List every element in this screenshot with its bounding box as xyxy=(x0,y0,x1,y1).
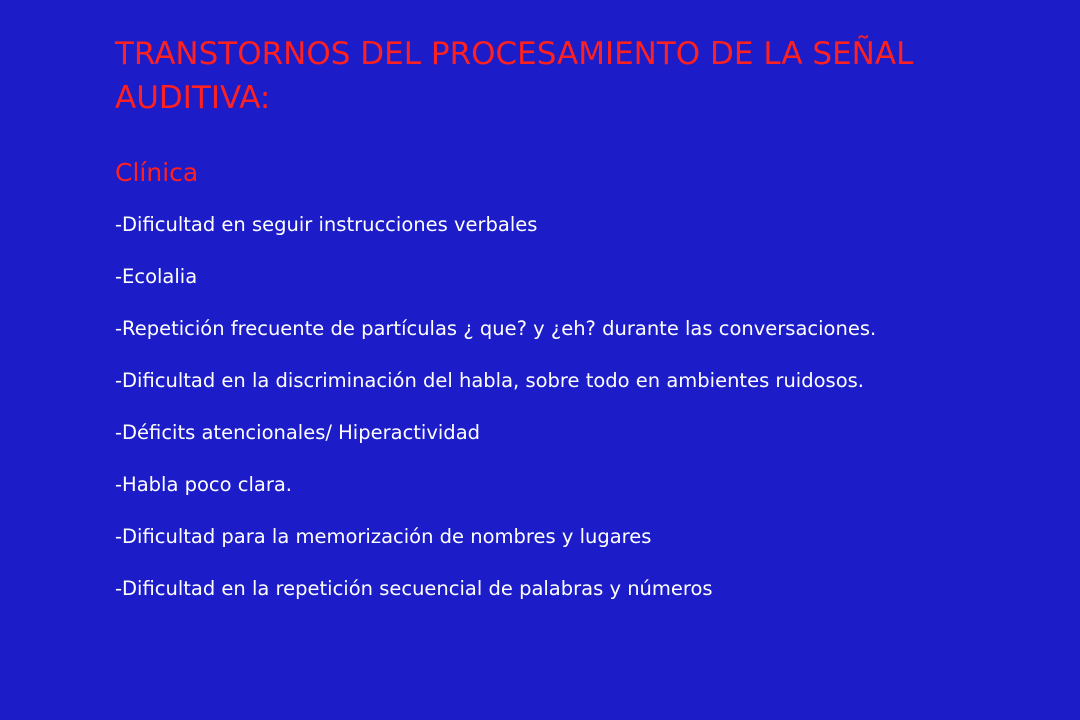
list-item: -Repetición frecuente de partículas ¿ que? y ¿eh? durante las conversaciones. xyxy=(115,317,877,340)
list-item: -Dificultad en la repetición secuencial de palabras y números xyxy=(115,577,713,600)
slide-subtitle: Clínica xyxy=(115,158,199,187)
symptom-list xyxy=(115,214,1015,630)
list-item: -Habla poco clara. xyxy=(115,473,293,496)
list-item: -Ecolalia xyxy=(115,265,198,288)
list-item: -Dificultad para la memorización de nombres y lugares xyxy=(115,525,652,548)
slide-title: TRANSTORNOS DEL PROCESAMIENTO DE LA SEÑAL AUDITIVA: xyxy=(115,36,914,116)
list-item: -Déficits atencionales/ Hiperactividad xyxy=(115,421,481,444)
list-item: -Dificultad en la discriminación del habla, sobre todo en ambientes ruidosos. xyxy=(115,369,864,392)
list-item: -Dificultad en seguir instrucciones verbales xyxy=(115,213,538,236)
